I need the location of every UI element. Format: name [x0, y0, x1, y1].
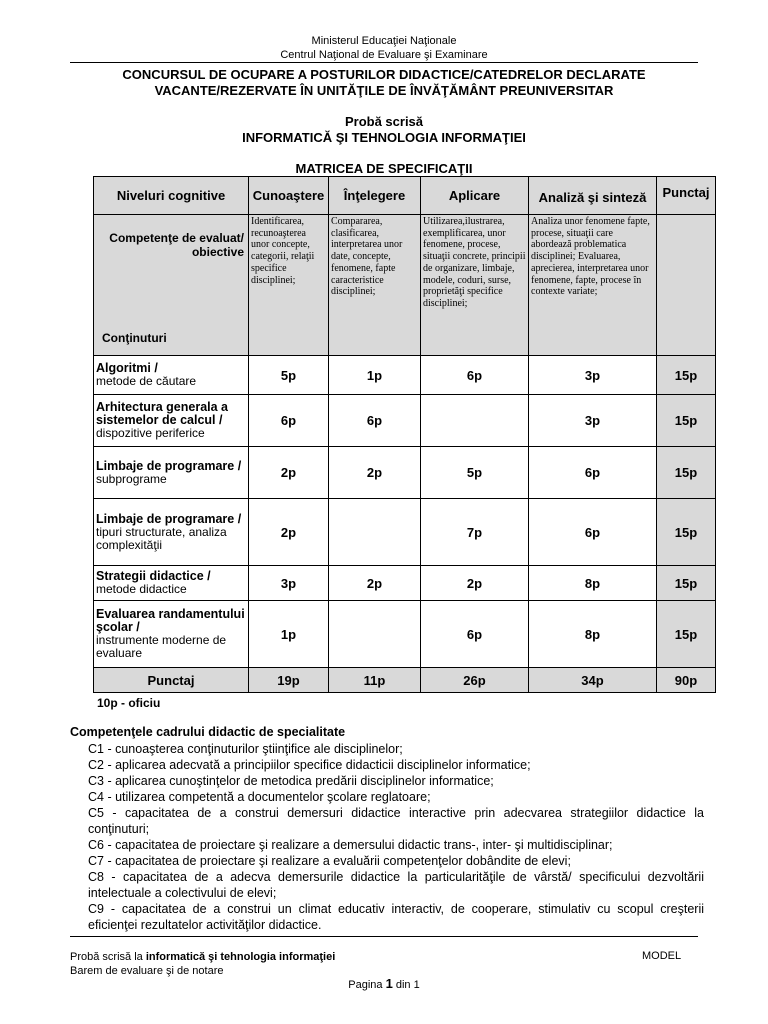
- row-topic: Algoritmi /: [96, 361, 158, 375]
- cell-analysis: 6p: [529, 499, 657, 566]
- cell-analysis: 8p: [529, 601, 657, 668]
- cell-total: 15p: [657, 499, 716, 566]
- descriptor-score-empty: [657, 215, 716, 356]
- cell-analysis: 3p: [529, 356, 657, 395]
- cell-understanding: 2p: [329, 566, 421, 601]
- oficiu-note: 10p - oficiu: [97, 696, 161, 710]
- row-content: [94, 395, 249, 447]
- page-header: [0, 34, 768, 62]
- specification-matrix: [93, 176, 716, 693]
- contents-label: Conţinuturi: [102, 331, 167, 345]
- cell-application: 7p: [421, 499, 529, 566]
- table-row: [94, 499, 716, 566]
- list-item: C5 - capacitatea de a construi demersuri didactice interactive prin adecvarea strategiilor didactice la conţinuturi;: [88, 806, 704, 836]
- page-footer: [70, 950, 335, 978]
- footer-exam-line: [70, 950, 335, 964]
- cell-understanding: 6p: [329, 395, 421, 447]
- footer-divider: [70, 936, 698, 937]
- footer-model-label: MODEL: [642, 950, 682, 962]
- header-understanding: Înţelegere: [329, 177, 421, 215]
- cell-knowledge: 3p: [249, 566, 329, 601]
- title-line-1: CONCURSUL DE OCUPARE A POSTURILOR DIDACTICE/CATEDRELOR DECLARATE: [122, 67, 646, 82]
- list-item: C6 - capacitatea de proiectare şi realizare a demersului didactic trans-, inter- şi multidisciplinar;: [88, 838, 613, 852]
- total-analysis: 34p: [529, 668, 657, 693]
- table-row: [94, 356, 716, 395]
- cell-total: 15p: [657, 356, 716, 395]
- ministry-name: Ministerul Educaţiei Naţionale: [311, 35, 457, 47]
- cell-understanding: 2p: [329, 447, 421, 499]
- row-topic: Evaluarea randamentului şcolar /: [96, 607, 245, 634]
- row-subtopic: subprograme: [96, 471, 167, 486]
- cell-analysis: 3p: [529, 395, 657, 447]
- page-prefix: Pagina: [348, 979, 386, 991]
- list-item: C9 - capacitatea de a construi un climat educativ interactiv, de cooperare, stimulativ cu scopul creşterii eficienţei rezultatelor activităţilor didactice.: [88, 902, 704, 932]
- header-score: Punctaj: [657, 177, 716, 215]
- list-item: C7 - capacitatea de proiectare şi realizare a evaluării competenţelor dobândite de elevi;: [88, 854, 571, 868]
- row-content: [94, 447, 249, 499]
- row-content: [94, 499, 249, 566]
- cell-analysis: 6p: [529, 447, 657, 499]
- matrix-header-row: [94, 177, 716, 215]
- footer-exam-prefix: Probă scrisă la: [70, 951, 146, 963]
- totals-row: [94, 668, 716, 693]
- list-item: C3 - aplicarea cunoştinţelor de metodica predării disciplinelor informatice;: [88, 774, 494, 788]
- row-subtopic: instrumente moderne de evaluare: [96, 633, 227, 660]
- cell-knowledge: 5p: [249, 356, 329, 395]
- cell-understanding: [329, 499, 421, 566]
- total-application: 26p: [421, 668, 529, 693]
- table-row: [94, 395, 716, 447]
- descriptor-knowledge: Identificarea, recunoaşterea unor concepte, categorii, relaţii specifice disciplinei;: [249, 215, 329, 356]
- page-current: 1: [385, 976, 393, 991]
- competences-list: [88, 741, 704, 933]
- footer-barem: Barem de evaluare şi de notare: [70, 965, 224, 977]
- table-row: [94, 601, 716, 668]
- exam-subtitle: [70, 114, 698, 146]
- cell-application: 5p: [421, 447, 529, 499]
- header-divider: [70, 62, 698, 63]
- header-knowledge: Cunoaştere: [249, 177, 329, 215]
- exam-subject: INFORMATICĂ ŞI TEHNOLOGIA INFORMAŢIEI: [242, 130, 526, 145]
- cell-application: 2p: [421, 566, 529, 601]
- matrix-descriptor-row: [94, 215, 716, 356]
- list-item: C8 - capacitatea de a adecva demersurile didactice la particularităţile de vârstă/ specificului dezvoltării intelectuale a colectivului de elevi;: [88, 870, 704, 900]
- header-application: Aplicare: [421, 177, 529, 215]
- row-subtopic: metode de căutare: [96, 374, 197, 388]
- row-subtopic: dispozitive periferice: [96, 426, 205, 440]
- list-item: C4 - utilizarea competentă a documentelor şcolare reglatoare;: [88, 790, 431, 804]
- cell-understanding: [329, 601, 421, 668]
- cell-knowledge: 2p: [249, 499, 329, 566]
- cell-total: 15p: [657, 447, 716, 499]
- exam-type: Probă scrisă: [344, 114, 424, 129]
- cell-application: 6p: [421, 601, 529, 668]
- center-name: Centrul Naţional de Evaluare şi Examinare: [280, 49, 488, 61]
- cell-total: 15p: [657, 395, 716, 447]
- title-line-2: VACANTE/REZERVATE ÎN UNITĂŢILE DE ÎNVĂŢĂMÂNT PREUNIVERSITAR: [154, 83, 614, 98]
- header-levels: Niveluri cognitive: [94, 177, 249, 215]
- row-content: [94, 566, 249, 601]
- list-item: C2 - aplicarea adecvată a principiilor specifice didacticii disciplinelor informatice;: [88, 758, 531, 772]
- cell-knowledge: 6p: [249, 395, 329, 447]
- competences-title: Competenţele cadrului didactic de specialitate: [70, 725, 346, 739]
- row-subtopic: tipuri structurate, analiza complexităţii: [96, 524, 227, 552]
- totals-label: Punctaj: [94, 668, 249, 693]
- row-content: [94, 601, 249, 668]
- descriptor-analysis: Analiza unor fenomene fapte, procese, situaţii care abordează problematica disciplinei; Evaluarea, aprecierea, interpretarea unor fenomene, fapte, procese în contexte variate;: [529, 215, 657, 356]
- page-suffix: din 1: [392, 979, 420, 991]
- cell-application: 6p: [421, 356, 529, 395]
- table-row: [94, 566, 716, 601]
- cell-knowledge: 1p: [249, 601, 329, 668]
- competences-label: Competenţe de evaluat/ obiective: [109, 231, 244, 259]
- cell-understanding: 1p: [329, 356, 421, 395]
- cell-knowledge: 2p: [249, 447, 329, 499]
- descriptor-application: Utilizarea,ilustrarea, exemplificarea, unor fenomene, procese, situaţii concrete, principii de organizare, limbaje, modele, coduri, surse, proprietăţi specifice disciplinei;: [421, 215, 529, 356]
- document-title: [70, 67, 698, 99]
- matrix-corner-cell: [94, 215, 249, 356]
- footer-exam-subject: informatică şi tehnologia informaţiei: [145, 951, 336, 963]
- row-topic: Strategii didactice /: [96, 569, 211, 583]
- row-content: [94, 356, 249, 395]
- total-knowledge: 19p: [249, 668, 329, 693]
- cell-analysis: 8p: [529, 566, 657, 601]
- table-row: [94, 447, 716, 499]
- row-topic: Arhitectura generala a sistemelor de calcul /: [96, 400, 228, 427]
- list-item: C1 - cunoaşterea conţinuturilor ştiinţifice ale disciplinelor;: [88, 742, 403, 756]
- row-subtopic: metode didactice: [96, 582, 187, 596]
- matrix-title: MATRICEA DE SPECIFICAŢII: [295, 161, 473, 176]
- header-analysis: Analiză şi sinteză: [529, 177, 657, 215]
- descriptor-understanding: Compararea, clasificarea, interpretarea unor date, concepte, fenomene, fapte caracteristice disciplinei;: [329, 215, 421, 356]
- row-topic: Limbaje de programare /: [96, 511, 242, 526]
- total-understanding: 11p: [329, 668, 421, 693]
- cell-total: 15p: [657, 601, 716, 668]
- cell-total: 15p: [657, 566, 716, 601]
- page-number: [0, 976, 768, 991]
- total-score: 90p: [657, 668, 716, 693]
- cell-application: [421, 395, 529, 447]
- row-topic: Limbaje de programare /: [96, 458, 242, 473]
